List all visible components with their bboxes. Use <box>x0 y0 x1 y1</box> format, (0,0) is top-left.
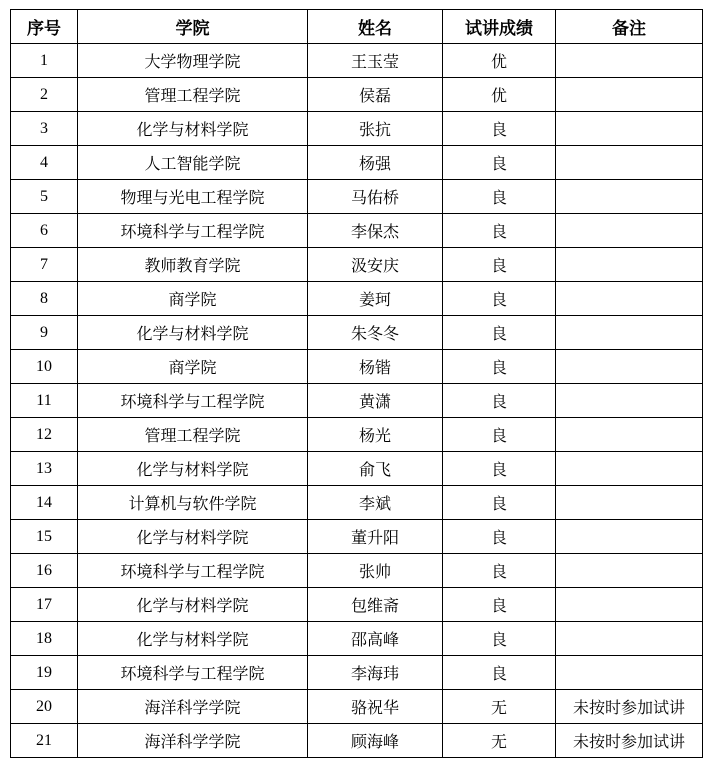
cell-name: 张抗 <box>308 112 443 146</box>
cell-index: 18 <box>11 622 78 656</box>
table-row <box>11 588 703 622</box>
cell-name: 骆祝华 <box>308 690 443 724</box>
cell-index: 11 <box>11 384 78 418</box>
cell-name: 李保杰 <box>308 214 443 248</box>
cell-college: 化学与材料学院 <box>78 316 308 350</box>
table-row <box>11 690 703 724</box>
header-remarks: 备注 <box>556 10 703 44</box>
cell-index: 4 <box>11 146 78 180</box>
header-score: 试讲成绩 <box>443 10 556 44</box>
cell-name: 李海玮 <box>308 656 443 690</box>
cell-college: 环境科学与工程学院 <box>78 384 308 418</box>
cell-score: 良 <box>443 146 556 180</box>
cell-college: 商学院 <box>78 282 308 316</box>
cell-remarks <box>556 520 703 554</box>
cell-score: 良 <box>443 384 556 418</box>
cell-index: 2 <box>11 78 78 112</box>
cell-name: 侯磊 <box>308 78 443 112</box>
cell-name: 姜珂 <box>308 282 443 316</box>
cell-college: 管理工程学院 <box>78 78 308 112</box>
table-row <box>11 520 703 554</box>
cell-score: 良 <box>443 656 556 690</box>
cell-college: 计算机与软件学院 <box>78 486 308 520</box>
cell-score: 良 <box>443 588 556 622</box>
cell-remarks <box>556 44 703 78</box>
cell-college: 海洋科学学院 <box>78 724 308 758</box>
cell-college: 物理与光电工程学院 <box>78 180 308 214</box>
cell-name: 董升阳 <box>308 520 443 554</box>
cell-name: 杨光 <box>308 418 443 452</box>
cell-index: 17 <box>11 588 78 622</box>
cell-remarks: 未按时参加试讲 <box>556 724 703 758</box>
cell-college: 教师教育学院 <box>78 248 308 282</box>
cell-remarks <box>556 350 703 384</box>
cell-score: 优 <box>443 44 556 78</box>
table-row <box>11 384 703 418</box>
header-index: 序号 <box>11 10 78 44</box>
cell-college: 环境科学与工程学院 <box>78 656 308 690</box>
cell-name: 邵高峰 <box>308 622 443 656</box>
table-row <box>11 112 703 146</box>
cell-name: 杨锴 <box>308 350 443 384</box>
results-sheet <box>10 9 703 758</box>
cell-remarks <box>556 112 703 146</box>
cell-score: 良 <box>443 112 556 146</box>
table-body <box>11 44 703 758</box>
cell-score: 良 <box>443 554 556 588</box>
cell-name: 朱冬冬 <box>308 316 443 350</box>
cell-name: 李斌 <box>308 486 443 520</box>
cell-remarks <box>556 588 703 622</box>
table-row <box>11 180 703 214</box>
cell-name: 黄潇 <box>308 384 443 418</box>
cell-index: 15 <box>11 520 78 554</box>
cell-score: 良 <box>443 452 556 486</box>
cell-name: 汲安庆 <box>308 248 443 282</box>
table-row <box>11 282 703 316</box>
cell-index: 3 <box>11 112 78 146</box>
cell-index: 16 <box>11 554 78 588</box>
table-row <box>11 486 703 520</box>
cell-college: 管理工程学院 <box>78 418 308 452</box>
cell-name: 王玉莹 <box>308 44 443 78</box>
cell-college: 化学与材料学院 <box>78 622 308 656</box>
cell-index: 7 <box>11 248 78 282</box>
cell-remarks <box>556 180 703 214</box>
table-row <box>11 248 703 282</box>
results-table <box>10 9 703 758</box>
cell-college: 人工智能学院 <box>78 146 308 180</box>
cell-remarks <box>556 384 703 418</box>
cell-remarks <box>556 78 703 112</box>
cell-remarks <box>556 656 703 690</box>
cell-index: 20 <box>11 690 78 724</box>
cell-index: 13 <box>11 452 78 486</box>
cell-score: 良 <box>443 282 556 316</box>
cell-remarks <box>556 486 703 520</box>
cell-score: 良 <box>443 418 556 452</box>
cell-index: 9 <box>11 316 78 350</box>
cell-college: 大学物理学院 <box>78 44 308 78</box>
table-row <box>11 146 703 180</box>
cell-index: 19 <box>11 656 78 690</box>
cell-college: 化学与材料学院 <box>78 112 308 146</box>
cell-index: 14 <box>11 486 78 520</box>
cell-name: 马佑桥 <box>308 180 443 214</box>
cell-score: 良 <box>443 350 556 384</box>
cell-score: 良 <box>443 316 556 350</box>
header-name: 姓名 <box>308 10 443 44</box>
cell-remarks <box>556 214 703 248</box>
cell-index: 10 <box>11 350 78 384</box>
cell-score: 无 <box>443 724 556 758</box>
cell-index: 21 <box>11 724 78 758</box>
cell-score: 良 <box>443 622 556 656</box>
cell-remarks <box>556 282 703 316</box>
cell-college: 环境科学与工程学院 <box>78 554 308 588</box>
table-row <box>11 724 703 758</box>
cell-college: 化学与材料学院 <box>78 452 308 486</box>
table-row <box>11 350 703 384</box>
cell-index: 1 <box>11 44 78 78</box>
table-row <box>11 316 703 350</box>
cell-index: 12 <box>11 418 78 452</box>
table-row <box>11 622 703 656</box>
cell-score: 无 <box>443 690 556 724</box>
table-row <box>11 78 703 112</box>
cell-score: 良 <box>443 520 556 554</box>
cell-remarks <box>556 316 703 350</box>
cell-remarks: 未按时参加试讲 <box>556 690 703 724</box>
cell-remarks <box>556 418 703 452</box>
cell-score: 良 <box>443 214 556 248</box>
table-row <box>11 214 703 248</box>
cell-name: 包维斋 <box>308 588 443 622</box>
cell-score: 良 <box>443 486 556 520</box>
cell-college: 化学与材料学院 <box>78 520 308 554</box>
cell-remarks <box>556 146 703 180</box>
cell-score: 良 <box>443 248 556 282</box>
cell-name: 张帅 <box>308 554 443 588</box>
cell-index: 5 <box>11 180 78 214</box>
cell-college: 商学院 <box>78 350 308 384</box>
table-row <box>11 554 703 588</box>
table-row <box>11 656 703 690</box>
cell-remarks <box>556 554 703 588</box>
cell-index: 6 <box>11 214 78 248</box>
cell-college: 环境科学与工程学院 <box>78 214 308 248</box>
cell-college: 化学与材料学院 <box>78 588 308 622</box>
cell-name: 顾海峰 <box>308 724 443 758</box>
cell-score: 优 <box>443 78 556 112</box>
table-header <box>11 10 703 44</box>
cell-remarks <box>556 452 703 486</box>
header-college: 学院 <box>78 10 308 44</box>
cell-index: 8 <box>11 282 78 316</box>
cell-remarks <box>556 622 703 656</box>
table-row <box>11 44 703 78</box>
header-row <box>11 10 703 44</box>
table-row <box>11 452 703 486</box>
cell-name: 俞飞 <box>308 452 443 486</box>
table-row <box>11 418 703 452</box>
cell-name: 杨强 <box>308 146 443 180</box>
cell-remarks <box>556 248 703 282</box>
cell-score: 良 <box>443 180 556 214</box>
cell-college: 海洋科学学院 <box>78 690 308 724</box>
